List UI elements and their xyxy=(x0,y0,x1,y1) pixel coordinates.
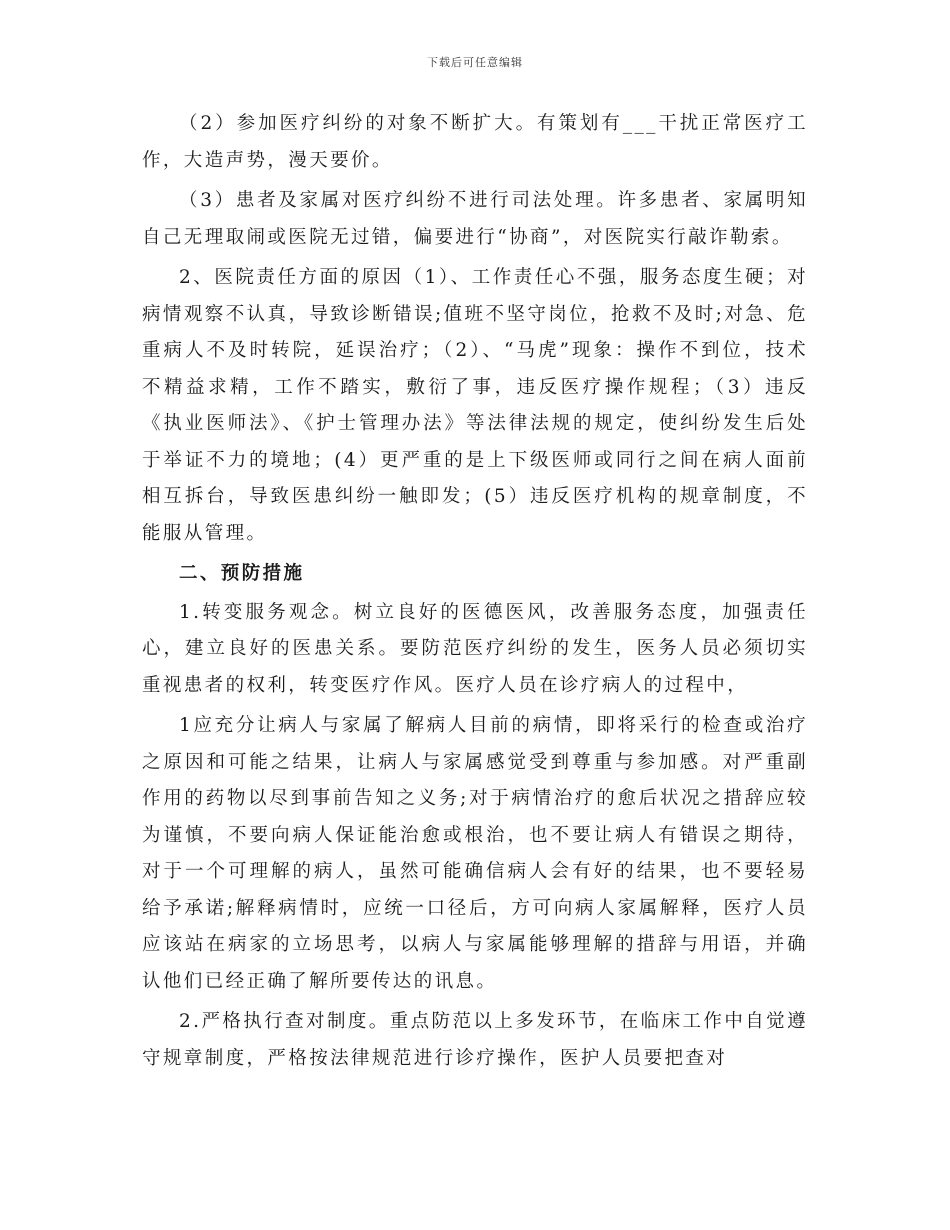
paragraph-object-expansion: （2）参加医疗纠纷的对象不断扩大。有策划有___干扰正常医疗工作，大造声势，漫天要价。 xyxy=(142,113,808,171)
document-body xyxy=(142,106,808,1081)
section-heading-prevention: 二、预防措施 xyxy=(179,563,305,584)
paragraph-check-system: 2.严格执行查对制度。重点防范以上多发环节，在临床工作中自觉遵守规章制度，严格按法律规范进行诊疗操作，医护人员要把查对 xyxy=(142,1011,808,1069)
paragraph-inform-patients: 1应充分让病人与家属了解病人目前的病情，即将采行的检查或治疗之原因和可能之结果，让病人与家属感觉受到尊重与参加感。对严重副作用的药物以尽到事前告知之义务;对于病情治疗的愈后状况之措辞应较为谨慎，不要向病人保证能治愈或根治，也不要让病人有错误之期待，对于一个可理解的病人，虽然可能确信病人会有好的结果，也不要轻易给予承诺;解释病情时，应统一口径后，方可向病人家属解释，医疗人员应该站在病家的立场思考，以病人与家属能够理解的措辞与用语，并确认他们已经正确了解所要传达的讯息。 xyxy=(142,715,808,992)
paragraph-service-concept: 1.转变服务观念。树立良好的医德医风，改善服务态度，加强责任心，建立良好的医患关系。要防范医疗纠纷的发生，医务人员必须切实重视患者的权利，转变医疗作风。医疗人员在诊疗病人的过程中， xyxy=(142,601,808,696)
paragraph-no-judicial-handling: （3）患者及家属对医疗纠纷不进行司法处理。许多患者、家属明知自己无理取闹或医院无过错，偏要进行“协商”，对医院实行敲诈勒索。 xyxy=(142,190,808,248)
paragraph-hospital-responsibility: 2、医院责任方面的原因（1）、工作责任心不强，服务态度生硬；对病情观察不认真，导致诊断错误;值班不坚守岗位，抢救不及时;对急、危重病人不及时转院，延误治疗；（2）、“马虎”现象：操作不到位，技术不精益求精，工作不踏实，敷衍了事，违反医疗操作规程；（3）违反《执业医师法》、《护士管理办法》等法律法规的规定，使纠纷发生后处于举证不力的境地；(4）更严重的是上下级医师或同行之间在病人面前相互拆台，导致医患纠纷一触即发；(5）违反医疗机构的规章制度，不能服从管理。 xyxy=(142,267,808,544)
page-header: 下载后可任意编辑 xyxy=(427,56,523,69)
